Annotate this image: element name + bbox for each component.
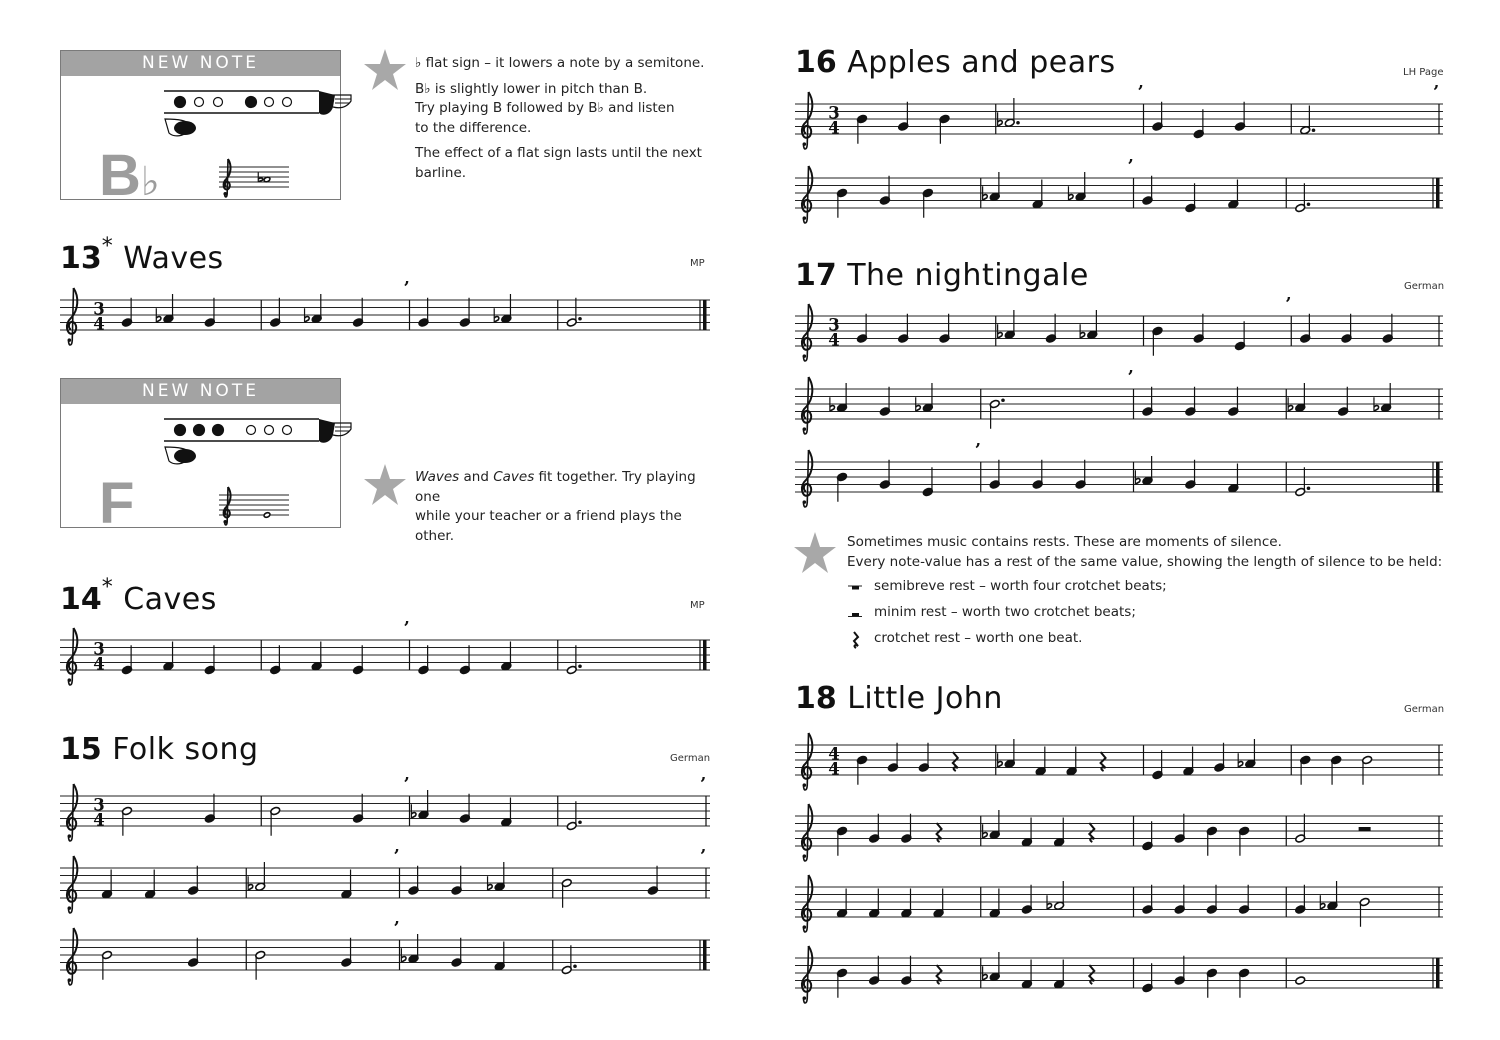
note-A xyxy=(1046,314,1057,343)
rests-list xyxy=(847,578,1447,658)
piece-source: MP xyxy=(690,600,705,611)
treble-clef-icon xyxy=(802,377,812,434)
note-A xyxy=(918,743,929,772)
time-signature-top: 3 xyxy=(828,103,840,123)
tip-italic: Caves xyxy=(493,469,535,485)
note-C xyxy=(1239,968,1250,997)
staff-f-example xyxy=(219,475,289,535)
note-A xyxy=(1174,885,1185,914)
breath-mark: ’ xyxy=(1127,367,1134,388)
treble-clef-icon xyxy=(802,733,812,790)
breath-mark: ’ xyxy=(403,774,410,795)
breath-mark: ’ xyxy=(403,618,410,639)
note-Bb xyxy=(248,862,266,891)
note-Bb xyxy=(258,173,270,183)
treble-clef-icon xyxy=(802,450,812,507)
open-hole xyxy=(265,426,274,435)
waves-caves-tip xyxy=(415,468,715,546)
piece-number: 13 xyxy=(60,241,102,276)
breath-mark: ’ xyxy=(1137,82,1144,103)
note-Bb xyxy=(983,810,1001,839)
note-letter-name: F xyxy=(99,471,135,536)
piece-title xyxy=(795,681,1003,716)
note-F xyxy=(1142,963,1153,992)
rest-description: semibreve rest – worth four crotchet beats; xyxy=(874,578,1167,594)
star-icon xyxy=(361,47,409,95)
crotchet-rest xyxy=(937,823,942,842)
piece-title xyxy=(60,732,259,767)
open-hole xyxy=(283,98,292,107)
staff-bflat-example xyxy=(219,147,289,207)
piece-name: Apples and pears xyxy=(847,45,1116,80)
note-G xyxy=(311,642,322,671)
tip-text: while your teacher or a friend plays the xyxy=(415,508,682,524)
treble-clef-icon xyxy=(67,928,77,985)
note-C xyxy=(1206,826,1217,855)
piece-number: 15 xyxy=(60,732,102,767)
note-G xyxy=(1228,180,1239,209)
note-G xyxy=(1021,818,1032,847)
note-A xyxy=(1206,885,1217,914)
note-A xyxy=(1295,814,1306,843)
crotchet-rest-icon xyxy=(849,631,865,649)
closed-hole xyxy=(175,97,186,108)
staff-folk-2 xyxy=(60,846,710,922)
note-G xyxy=(1228,464,1239,493)
note-C xyxy=(939,114,950,143)
note-A xyxy=(122,298,133,327)
note-A xyxy=(887,743,898,772)
breath-mark: ’ xyxy=(393,918,400,939)
duet-mark: * xyxy=(101,234,113,259)
note-Bb xyxy=(1068,172,1086,201)
note-F xyxy=(204,645,215,674)
time-signature xyxy=(828,745,839,779)
flat-tip-para xyxy=(415,144,715,164)
note-Bb xyxy=(401,934,419,963)
flat-sign-tip xyxy=(415,54,715,189)
note-A xyxy=(204,794,215,823)
note-A xyxy=(1021,885,1032,914)
note-G xyxy=(989,889,1000,918)
note-F xyxy=(263,512,270,518)
note-A xyxy=(879,176,890,205)
tip-text: fit together. Try playing one xyxy=(415,469,696,505)
note-A xyxy=(1032,460,1043,489)
staff-apples-1 xyxy=(795,82,1443,158)
flat-tip-text: barline. xyxy=(415,164,467,181)
piece-name: The nightingale xyxy=(847,258,1089,293)
time-signature-top: 4 xyxy=(828,744,840,764)
note-A xyxy=(418,298,429,327)
breath-mark: ’ xyxy=(700,774,707,795)
time-signature xyxy=(828,104,839,138)
note-C xyxy=(837,188,848,217)
flat-tip-text: The effect of a flat sign lasts until the next xyxy=(415,145,702,161)
flat-tip-para xyxy=(415,99,715,119)
piece-name: Caves xyxy=(123,582,217,617)
time-signature xyxy=(93,640,104,674)
open-hole xyxy=(247,426,256,435)
note-A xyxy=(898,102,909,131)
new-note-box-f xyxy=(60,378,341,536)
treble-clef-icon xyxy=(67,784,77,841)
note-G xyxy=(869,889,880,918)
closed-hole xyxy=(175,425,186,436)
note-C xyxy=(837,826,848,855)
minim-rest-icon xyxy=(847,608,863,620)
treble-clef-icon xyxy=(802,166,812,223)
staff-john-2 xyxy=(795,800,1443,870)
note-A xyxy=(459,794,470,823)
rests-tip-text: Every note-value has a rest of the same value, showing the length of silence to be held: xyxy=(847,553,1443,570)
piece-source: German xyxy=(1404,704,1445,715)
note-Bb xyxy=(830,383,848,412)
note-G xyxy=(163,642,174,671)
note-G xyxy=(1054,960,1065,989)
note-A xyxy=(451,866,462,895)
time-signature xyxy=(828,316,839,350)
treble-clef-icon xyxy=(802,946,812,1003)
note-Bb xyxy=(983,172,1001,201)
note-C xyxy=(1239,826,1250,855)
breath-mark: ’ xyxy=(1285,294,1292,315)
note-F xyxy=(1193,109,1204,138)
piece-title xyxy=(60,234,224,276)
time-signature-top: 3 xyxy=(828,315,840,335)
piece-source: German xyxy=(1404,281,1445,292)
rests-tip xyxy=(847,533,1467,572)
note-C xyxy=(837,472,848,501)
recorder-fingering-diagram xyxy=(61,409,340,469)
staff-night-1 xyxy=(795,294,1443,370)
note-A xyxy=(1235,102,1246,131)
note-A xyxy=(1142,387,1153,416)
note-A xyxy=(901,956,912,985)
note-A xyxy=(879,460,890,489)
note-A xyxy=(1239,885,1250,914)
note-A xyxy=(1228,387,1239,416)
piece-name: Little John xyxy=(847,681,1003,716)
piece-source: LH Page xyxy=(1403,67,1444,78)
time-signature-top: 3 xyxy=(93,639,105,659)
note-Bb xyxy=(411,790,429,819)
note-C xyxy=(989,398,1005,428)
breath-mark: ’ xyxy=(1127,156,1134,177)
note-G xyxy=(1035,747,1046,776)
breath-mark: ’ xyxy=(403,278,410,299)
note-C xyxy=(857,114,868,143)
note-C xyxy=(561,878,572,907)
note-G xyxy=(1032,180,1043,209)
note-Bb xyxy=(1238,739,1256,768)
note-A xyxy=(188,866,199,895)
note-A xyxy=(1185,460,1196,489)
note-G xyxy=(901,889,912,918)
note-A xyxy=(898,314,909,343)
time-signature-bottom: 4 xyxy=(828,118,840,138)
note-A xyxy=(1382,314,1393,343)
note-Bb xyxy=(998,739,1016,768)
note-F xyxy=(1185,183,1196,212)
crotchet-rest xyxy=(1101,752,1106,771)
note-C xyxy=(857,755,868,784)
note-A xyxy=(408,866,419,895)
note-A xyxy=(857,314,868,343)
note-letter-name: B xyxy=(99,143,141,208)
note-A xyxy=(353,794,364,823)
semibreve-rest-icon xyxy=(847,583,863,595)
open-hole xyxy=(265,98,274,107)
rest-description: minim rest – worth two crotchet beats; xyxy=(874,604,1136,620)
piece-number: 16 xyxy=(795,45,837,80)
note-F xyxy=(353,645,364,674)
tip-text: other. xyxy=(415,527,455,544)
flat-symbol: ♭ xyxy=(415,55,422,71)
note-C xyxy=(270,806,281,835)
note-F xyxy=(1152,750,1163,779)
note-A xyxy=(1214,743,1225,772)
breath-mark: ’ xyxy=(1433,82,1440,103)
treble-clef-icon xyxy=(67,628,77,685)
piece-number: 18 xyxy=(795,681,837,716)
breath-mark: ’ xyxy=(974,440,982,461)
staff-john-1 xyxy=(795,729,1443,799)
flat-tip-text: flat sign – it lowers a note by a semitone. xyxy=(425,55,705,71)
note-F xyxy=(418,645,429,674)
breath-mark: ’ xyxy=(700,846,707,867)
note-C xyxy=(1206,968,1217,997)
note-C xyxy=(837,968,848,997)
piece-source: German xyxy=(670,753,711,764)
piece-name: Folk song xyxy=(112,732,259,767)
note-C xyxy=(1359,897,1370,926)
piece-number: 14 xyxy=(60,582,102,617)
time-signature-top: 3 xyxy=(93,299,105,319)
treble-clef-icon xyxy=(802,875,812,932)
time-signature xyxy=(93,300,104,334)
piece-name: Waves xyxy=(123,241,224,276)
piece-number: 17 xyxy=(795,258,837,293)
staff-night-2 xyxy=(795,367,1443,443)
note-A xyxy=(1341,314,1352,343)
note-G xyxy=(501,642,512,671)
open-hole xyxy=(283,426,292,435)
note-A xyxy=(1152,102,1163,131)
note-F xyxy=(270,645,281,674)
note-A xyxy=(188,938,199,967)
note-G xyxy=(1021,960,1032,989)
note-Bb xyxy=(156,294,174,323)
new-note-header: NEW NOTE xyxy=(61,379,340,404)
star-icon xyxy=(361,462,409,510)
note-G xyxy=(1183,747,1194,776)
note-A xyxy=(1338,387,1349,416)
note-G xyxy=(837,889,848,918)
recorder-fingering-diagram xyxy=(61,81,340,141)
tip-italic: Waves xyxy=(415,469,460,485)
note-A xyxy=(869,814,880,843)
flat-tip-text: to the difference. xyxy=(415,119,532,136)
note-C xyxy=(1331,755,1342,784)
staff-folk-3 xyxy=(60,918,710,994)
treble-clef-icon xyxy=(802,304,812,361)
note-Bb xyxy=(998,310,1016,339)
note-A xyxy=(1142,176,1153,205)
piece-title xyxy=(795,45,1116,80)
note-Bb xyxy=(1135,456,1153,485)
note-G xyxy=(1300,106,1316,135)
note-C xyxy=(1362,755,1373,784)
flat-tip-para xyxy=(415,164,715,184)
staff-waves-1 xyxy=(60,278,710,354)
note-Bb xyxy=(916,383,934,412)
note-G xyxy=(933,889,944,918)
note-Bb xyxy=(1320,881,1338,910)
note-C xyxy=(102,950,113,979)
note-Bb xyxy=(1047,881,1065,910)
treble-clef-icon xyxy=(67,288,77,345)
note-A xyxy=(1142,885,1153,914)
note-Bb xyxy=(1374,383,1392,412)
rests-tip-text: Sometimes music contains rests. These are moments of silence. xyxy=(847,534,1282,550)
new-note-header: NEW NOTE xyxy=(61,51,340,76)
flat-symbol: ♭ xyxy=(140,160,160,204)
note-C xyxy=(1152,326,1163,355)
note-Bb xyxy=(494,294,512,323)
crotchet-rest xyxy=(937,965,942,984)
flat-tip-text: Try playing B followed by B♭ and listen xyxy=(415,100,675,116)
time-signature-bottom: 4 xyxy=(93,654,105,674)
note-A xyxy=(901,814,912,843)
note-A xyxy=(1295,885,1306,914)
time-signature xyxy=(93,796,104,830)
treble-clef-icon xyxy=(223,159,230,197)
note-A xyxy=(989,460,1000,489)
closed-hole xyxy=(194,425,205,436)
piece-source: MP xyxy=(690,258,705,269)
note-A xyxy=(1300,314,1311,343)
note-F xyxy=(459,645,470,674)
note-G xyxy=(1066,747,1077,776)
duet-mark: * xyxy=(101,575,113,600)
note-letter xyxy=(99,471,135,536)
flat-tip-para xyxy=(415,119,715,139)
time-signature-bottom: 4 xyxy=(828,759,840,779)
note-A xyxy=(939,314,950,343)
note-A xyxy=(341,938,352,967)
treble-clef-icon xyxy=(802,92,812,149)
note-F xyxy=(922,467,933,496)
note-A xyxy=(1295,976,1306,985)
piece-title xyxy=(60,575,217,617)
crotchet-rest xyxy=(1089,965,1094,984)
time-signature-bottom: 4 xyxy=(828,330,840,350)
note-C xyxy=(255,950,266,979)
breath-mark: ’ xyxy=(393,846,400,867)
note-A xyxy=(869,956,880,985)
note-F xyxy=(122,645,133,674)
staff-night-3 xyxy=(795,440,1443,516)
note-C xyxy=(122,806,133,835)
flat-tip-text: B♭ is slightly lower in pitch than B. xyxy=(415,80,648,97)
note-Bb xyxy=(305,294,323,323)
note-A xyxy=(1174,956,1185,985)
note-G xyxy=(102,870,113,899)
note-Bb xyxy=(488,862,506,891)
note-A xyxy=(270,298,281,327)
staff-folk-1 xyxy=(60,774,710,850)
time-signature-bottom: 4 xyxy=(93,810,105,830)
note-F xyxy=(1142,821,1153,850)
note-G xyxy=(1054,818,1065,847)
open-hole xyxy=(195,98,204,107)
crotchet-rest xyxy=(953,752,958,771)
flat-tip-para xyxy=(415,80,715,100)
note-A xyxy=(879,387,890,416)
note-Bb xyxy=(998,98,1020,127)
time-signature-top: 3 xyxy=(93,795,105,815)
note-A xyxy=(353,298,364,327)
note-A xyxy=(647,866,658,895)
note-Bb xyxy=(1080,310,1098,339)
crotchet-rest xyxy=(1089,823,1094,842)
note-letter xyxy=(99,143,160,208)
note-C xyxy=(922,188,933,217)
staff-john-4 xyxy=(795,942,1443,1012)
treble-clef-icon xyxy=(223,487,230,525)
treble-clef-icon xyxy=(802,804,812,861)
note-A xyxy=(1075,460,1086,489)
note-A xyxy=(1193,314,1204,343)
note-A xyxy=(451,938,462,967)
note-Bb xyxy=(1288,383,1306,412)
closed-hole xyxy=(246,97,257,108)
note-Bb xyxy=(983,952,1001,981)
note-G xyxy=(341,870,352,899)
note-G xyxy=(494,942,505,971)
note-A xyxy=(1185,387,1196,416)
closed-hole xyxy=(213,425,224,436)
flat-tip-line xyxy=(415,54,715,74)
note-G xyxy=(145,870,156,899)
new-note-box-bflat xyxy=(60,50,341,208)
staff-john-3 xyxy=(795,871,1443,941)
open-hole xyxy=(214,98,223,107)
rest-description: crotchet rest – worth one beat. xyxy=(874,630,1083,646)
staff-caves-1 xyxy=(60,618,710,694)
note-A xyxy=(204,298,215,327)
time-signature-bottom: 4 xyxy=(93,314,105,334)
note-G xyxy=(501,798,512,827)
star-icon xyxy=(791,530,839,578)
treble-clef-icon xyxy=(67,856,77,913)
note-A xyxy=(459,298,470,327)
note-C xyxy=(1300,755,1311,784)
piece-title xyxy=(795,258,1089,293)
minim-rest xyxy=(1359,827,1371,831)
staff-apples-2 xyxy=(795,156,1443,232)
note-F xyxy=(1235,321,1246,350)
note-A xyxy=(1174,814,1185,843)
tip-text: and xyxy=(459,469,494,485)
